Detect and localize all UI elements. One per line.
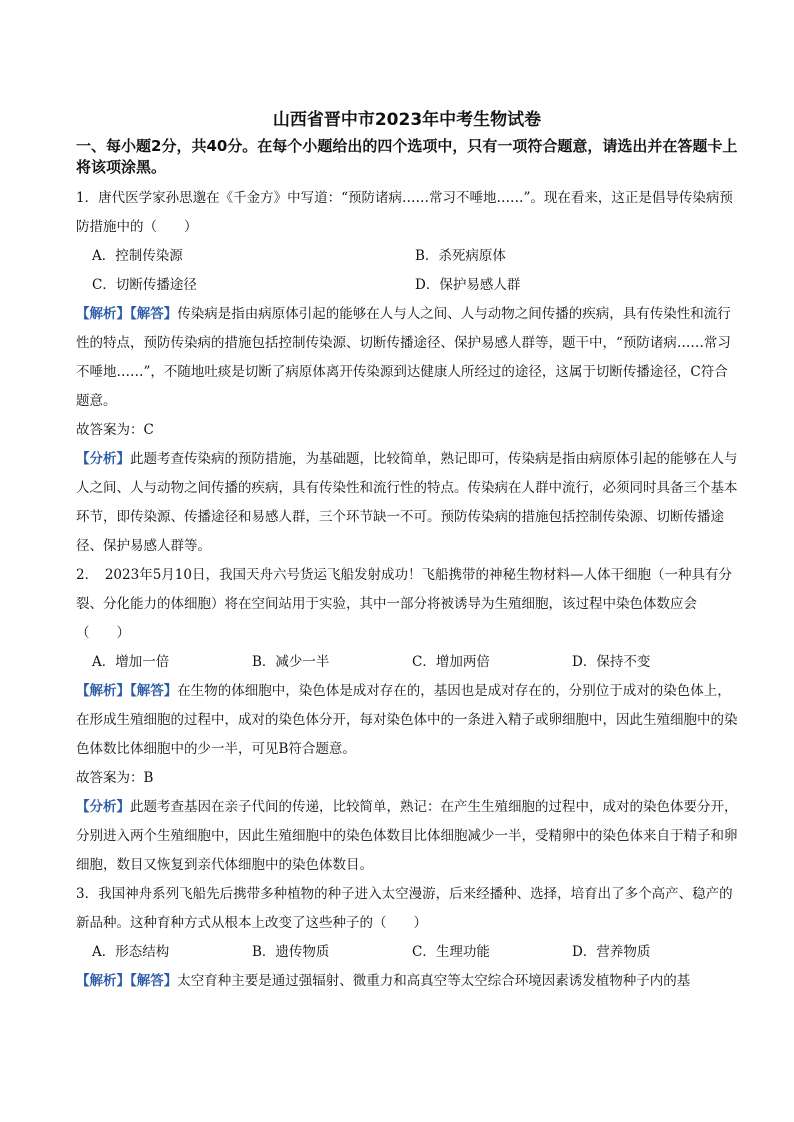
q3-options (76, 938, 738, 967)
fenxi-tag: 【分析】 (76, 799, 130, 815)
q1-options-row1 (76, 242, 738, 271)
q2-answer: 故答案为：B (76, 770, 154, 786)
q3-jieda-text: 太空育种主要是通过强辐射、微重力和高真空等太空综合环境因素诱发植物种子内的基 (177, 973, 691, 989)
jiexi-tag: 【解析】 (76, 683, 130, 699)
q1-explanation (76, 300, 738, 416)
q1-stem: 1．唐代医学家孙思邈在《千金方》中写道：“预防诸病……常习不唾地……”。现在看来，这正是倡导传染病预防措施中的（ ） (76, 190, 733, 235)
jieda-tag: 【解答】 (130, 306, 178, 322)
q2-option-a: A．增加一倍 (92, 654, 170, 670)
q2-stem: 2． 2023年5月10日，我国天舟六号货运飞船发射成功！飞船携带的神秘生物材料—人体干细胞（一种具有分裂、分化能力的体细胞）将在空间站用于实验，其中一部分将被诱导为生殖细胞，该过程中染色体数应会（ ） (76, 567, 732, 641)
jiexi-tag: 【解析】 (76, 306, 130, 322)
jieda-tag: 【解答】 (130, 973, 178, 989)
q2-analysis (76, 793, 738, 880)
q2-jieda-text: 在生物的体细胞中，染色体是成对存在的，基因也是成对存在的，分别位于成对的染色体上，在形成生殖细胞的过程中，成对的染色体分开，每对染色体中的一条进入精子或卵细胞中，因此生殖细胞中的染色体数比体细胞中的少一半，可见B符合题意。 (76, 683, 738, 757)
section-instructions: 一、每小题2分，共40分。在每个小题给出的四个选项中，只有一项符合题意，请选出并在答题卡上将该项涂黑。 (76, 137, 738, 176)
q1-fenxi-text: 此题考查传染病的预防措施，为基础题，比较简单，熟记即可，传染病是指由病原体引起的能够在人与人之间、人与动物之间传播的疾病，具有传染性和流行性的特点。传染病在人群中流行，必须同时具备三个基本环节，即传染源、传播途径和易感人群，三个环节缺一不可。预防传染病的措施包括控制传染源、切断传播途径、保护易感人群等。 (76, 451, 738, 554)
q1-analysis (76, 445, 738, 561)
q1-answer: 故答案为：C (76, 422, 154, 438)
q3-option-b: B．遗传物质 (252, 944, 330, 960)
q1-options-row2 (76, 271, 738, 300)
q1-option-c: C．切断传播途径 (92, 277, 197, 293)
q2-option-c: C．增加两倍 (412, 654, 490, 670)
q2-fenxi-text: 此题考查基因在亲子代间的传递，比较简单，熟记：在产生生殖细胞的过程中，成对的染色体要分开，分别进入两个生殖细胞中，因此生殖细胞中的染色体数目比体细胞减少一半，受精卵中的染色体来自于精子和卵细胞，数目又恢复到亲代体细胞中的染色体数目。 (76, 799, 738, 873)
q2-option-b: B．减少一半 (252, 654, 330, 670)
q3-option-d: D．营养物质 (572, 944, 651, 960)
q1-option-b: B．杀死病原体 (415, 248, 506, 264)
fenxi-tag: 【分析】 (76, 451, 130, 467)
q1-jieda-text: 传染病是指由病原体引起的能够在人与人之间、人与动物之间传播的疾病，具有传染性和流行性的特点，预防传染病的措施包括控制传染源、切断传播途径、保护易感人群等，题干中，“预防诸病……常习不唾地……”，不随地吐痰是切断了病原体离开传染源到达健康人所经过的途径，这属于切断传播途径，C符合题意。 (76, 306, 731, 409)
q2-explanation (76, 677, 738, 764)
q1-option-a: A．控制传染源 (92, 248, 183, 264)
q3-option-c: C．生理功能 (412, 944, 490, 960)
q3-stem: 3．我国神舟系列飞船先后携带多种植物的种子进入太空漫游，后来经播种、选择，培育出了多个高产、稳产的新品种。这种育种方式从根本上改变了这些种子的（ ） (76, 886, 733, 931)
jieda-tag: 【解答】 (130, 683, 178, 699)
q1-option-d: D．保护易感人群 (415, 277, 521, 293)
exam-title: 山西省晋中市2023年中考生物试卷 (272, 110, 542, 130)
q2-options (76, 648, 738, 677)
q3-explanation (76, 967, 738, 996)
jiexi-tag: 【解析】 (76, 973, 130, 989)
q2-option-d: D．保持不变 (572, 654, 651, 670)
q3-option-a: A．形态结构 (92, 944, 170, 960)
